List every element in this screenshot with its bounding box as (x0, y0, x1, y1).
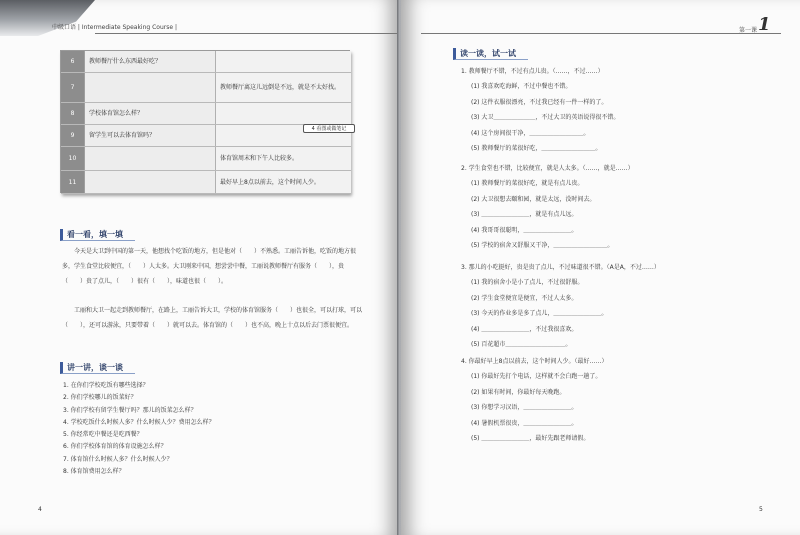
question-cell: 学校体育馆怎么样？ (85, 103, 216, 124)
pattern-sentence: (3) 你想学习汉语，＿＿＿＿＿＿＿＿。 (471, 404, 578, 411)
left-page (0, 0, 399, 535)
pattern-sentence: (4) 我哥哥很聪明，＿＿＿＿＿＿＿＿。 (471, 226, 578, 234)
pattern-sentence: (1) 教师餐厅的菜很好吃，就是有点儿贵。 (471, 180, 584, 187)
question-cell (85, 171, 216, 193)
row-number: 7 (61, 73, 85, 102)
course-title: 中级口语 | Intermediate Speaking Course | (52, 24, 177, 31)
qa-table (60, 50, 350, 193)
answer-cell (216, 51, 351, 72)
row-number: 8 (61, 103, 85, 124)
table-row (61, 103, 351, 125)
header-rule (95, 33, 399, 34)
table-row (61, 73, 351, 103)
pattern-sentence: (4) ＿＿＿＿＿＿＿＿，不过我很喜欢。 (471, 325, 578, 333)
list-item: 8. 体育馆费用怎么样？ (63, 468, 125, 476)
page-number-right: 5 (759, 506, 763, 513)
row-number: 11 (61, 171, 85, 193)
pattern-sentence: (2) 这件衣服很漂亮，不过我已经有一件一样的了。 (471, 98, 608, 106)
pattern-sentence: (4) 暑假机票很贵，＿＿＿＿＿＿＿＿。 (471, 419, 578, 427)
question-cell: 教师餐厅什么东西最好吃？ (85, 51, 216, 72)
answer-cell: 最好早上8点以前去，这个时间人少。 (216, 171, 351, 193)
table-row (61, 51, 351, 73)
pattern-sentence: (2) 大卫很想去颐和园，就是太远，没时间去。 (471, 195, 596, 203)
note-badge: 4 看图或做笔记 (303, 124, 355, 133)
pattern-question-title: 3. 那儿的小吃挺好，贵是贵了点儿，不过味道很不错。（A是A，不过……） (461, 264, 660, 271)
talk-question-list (63, 380, 215, 478)
list-item: 3. 你们学校有留学生餐厅吗？那儿的饭菜怎么样？ (63, 406, 197, 414)
list-item: 2. 你们学校哪儿的饭菜好？ (63, 394, 137, 402)
pattern-sentence: (5) ＿＿＿＿＿＿＿＿，最好先跟老师请假。 (471, 435, 590, 442)
section-title-look-fill: 看一看，填一填 (60, 229, 135, 241)
right-page (401, 0, 800, 535)
pattern-question-title: 2. 学生食堂也不错，比较便宜，就是人太多。（……，就是……） (461, 165, 634, 172)
fill-paragraph-2: 工丽和大卫一起走到教师餐厅，在路上，工丽告诉大卫，学校的体育馆服务（ ）也很全，可以打球，可以（ ），还可以游泳，只要带着（ ）就可以去。体育馆的（ ）也不高，晚上十点以后去门票很便宜。 (62, 307, 363, 329)
table-row (61, 147, 351, 171)
lesson-number: 1 (758, 14, 771, 35)
pattern-sentence: (3) 大卫＿＿＿＿＿＿＿，不过大卫的英语说得很不错。 (471, 114, 620, 121)
list-item: 1. 在你们学校吃饭有哪些选择？ (63, 382, 149, 389)
pattern-sentence: (3) ＿＿＿＿＿＿＿＿，就是有点儿远。 (471, 211, 578, 218)
section-title-read-try: 读一读，试一试 (453, 48, 528, 60)
pattern-sentence: (1) 你最好先打个电话，这样就不会白跑一趟了。 (471, 373, 602, 380)
left-header (0, 0, 399, 40)
pattern-sentence: (5) 学校的宿舍又舒服又干净，＿＿＿＿＿＿＿＿＿。 (471, 242, 614, 249)
list-item: 4. 学校吃饭什么时候人多？什么时候人少？费用怎么样？ (63, 418, 215, 426)
question-cell (85, 147, 216, 170)
header-rule (421, 33, 781, 34)
pattern-sentence: (3) 今天的作业多是多了点儿，＿＿＿＿＿＿＿＿。 (471, 310, 608, 317)
answer-cell (216, 103, 351, 124)
pattern-sentence: (5) 教师餐厅的菜很好吃，＿＿＿＿＿＿＿＿＿。 (471, 145, 602, 152)
pattern-sentence: (4) 这个房间很干净，＿＿＿＿＿＿＿＿＿。 (471, 129, 590, 137)
list-item: 6. 你们学校体育馆的体育设施怎么样？ (63, 443, 167, 451)
list-item: 7. 体育馆什么时候人多？什么时候人少？ (63, 455, 173, 463)
row-number: 6 (61, 51, 85, 72)
list-item: 5. 你经常吃中餐还是吃西餐？ (63, 431, 143, 439)
row-number: 9 (61, 125, 85, 146)
fill-paragraph-1: 今天是大卫到中国的第一天，他想找个吃饭的地方，但是他对（ ）不熟悉。工丽告诉他，吃饭的地方很多，学生食堂比较便宜，（ ）人太多。大卫刚来中国，想尝尝中餐，工丽说教师餐厅有服务（ ），贵（ ）贵了点儿，（ ）很有（ ），味道也很（ ）。 (62, 248, 357, 285)
answer-cell: 体育馆周末和下午人比较多。 (216, 147, 351, 170)
pattern-question-title: 1. 教师餐厅不错，不过有点儿贵。（……，不过……） (461, 68, 604, 75)
pattern-sentence: (5) 百花超市＿＿＿＿＿＿＿＿＿＿。 (471, 341, 572, 348)
pattern-sentence: (2) 学生食堂便宜是便宜，不过人太多。 (471, 294, 578, 302)
section-title-talk: 讲一讲，谈一谈 (60, 362, 135, 374)
answer-cell: 教师餐厅离这儿远倒是不远，就是不太好找。 (216, 73, 351, 102)
pattern-question-title: 4. 你最好早上8点以前去，这个时间人少。（最好……） (461, 358, 608, 365)
row-number: 10 (61, 147, 85, 170)
page-number-left: 4 (38, 506, 42, 513)
pattern-sentence: (1) 我的宿舍小是小了点儿，不过很舒服。 (471, 279, 584, 286)
pattern-sentence: (2) 如果有时间，你最好每天晚跑。 (471, 388, 566, 396)
pattern-sentence: (1) 我喜欢吃海鲜，不过中餐也不错。 (471, 83, 572, 90)
question-cell: 留学生可以去体育馆吗？ (85, 125, 216, 146)
lesson-label: 第一课 (739, 27, 758, 34)
question-cell (85, 73, 216, 102)
table-row (61, 171, 351, 194)
